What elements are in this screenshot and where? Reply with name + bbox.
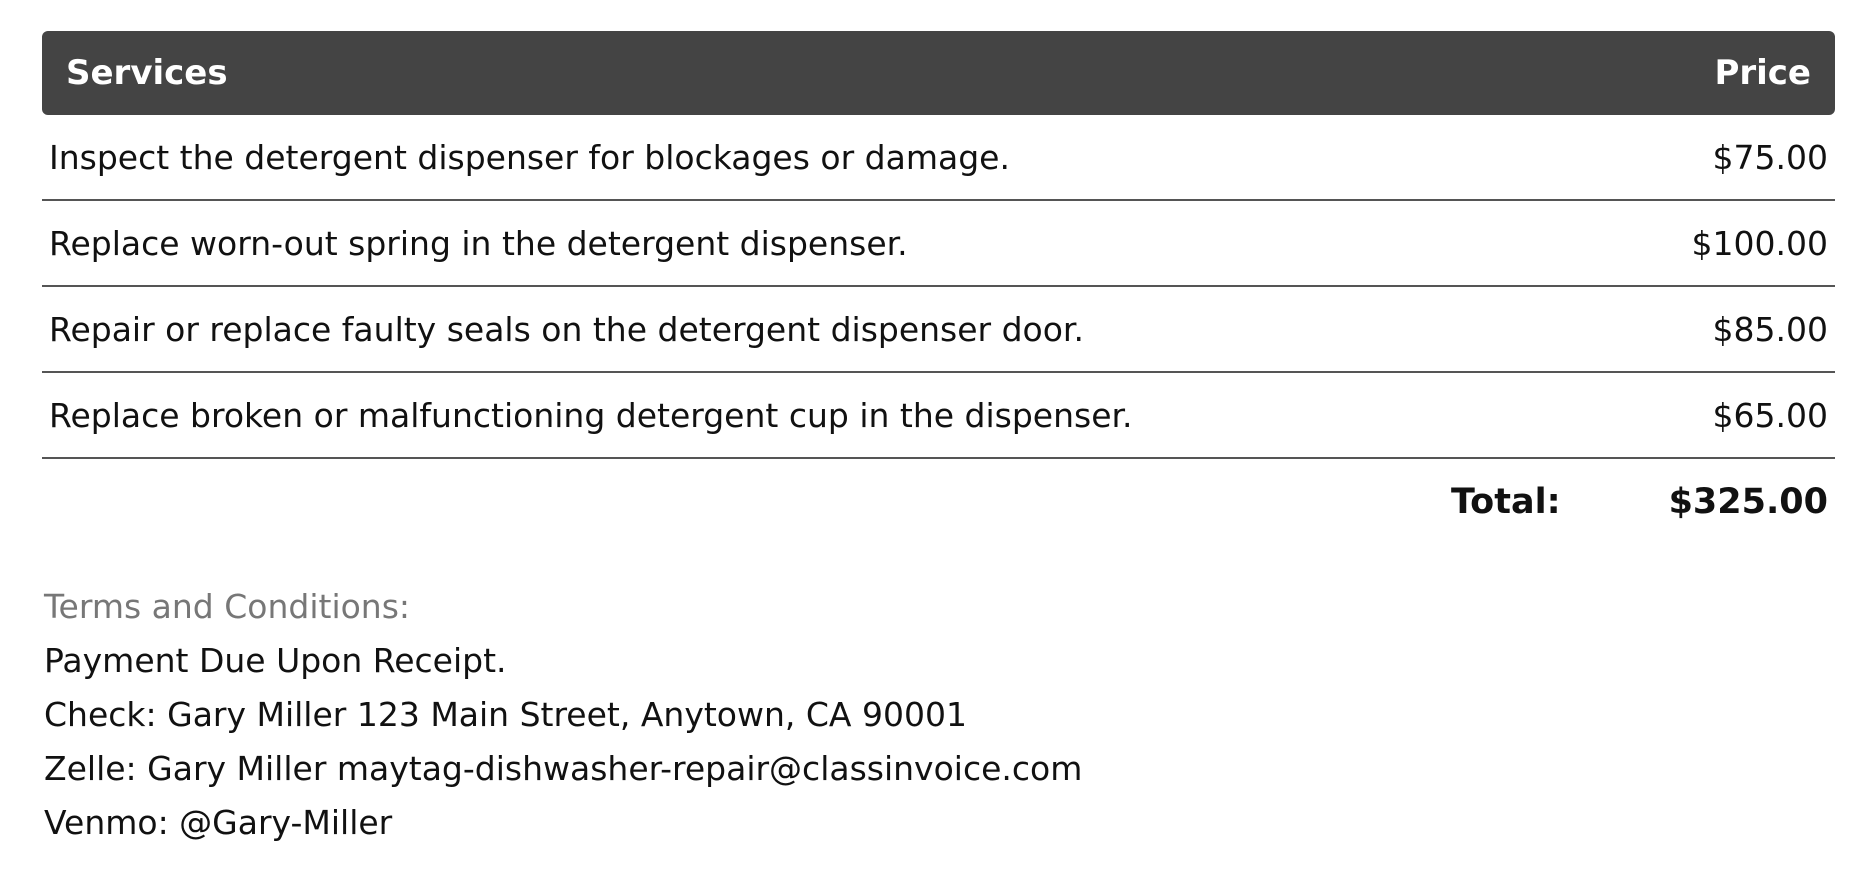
venmo-payment-line: Venmo: @Gary-Miller [44, 803, 393, 842]
services-column-header: Services [66, 53, 228, 93]
table-row [42, 287, 1835, 373]
service-description: Repair or replace faulty seals on the detergent dispenser door. [49, 309, 1084, 349]
terms-heading: Terms and Conditions: [44, 587, 411, 626]
service-description: Replace worn-out spring in the detergent dispenser. [49, 223, 908, 263]
services-table [42, 31, 1835, 545]
total-row [42, 459, 1835, 545]
total-value: $325.00 [1668, 482, 1828, 522]
service-description: Replace broken or malfunctioning detergent cup in the dispenser. [49, 395, 1133, 435]
table-row [42, 115, 1835, 201]
service-price: $85.00 [1712, 309, 1828, 349]
service-description: Inspect the detergent dispenser for blockages or damage. [49, 137, 1010, 177]
table-header [42, 31, 1835, 115]
price-column-header: Price [1714, 53, 1811, 93]
total-label: Total: [1450, 482, 1561, 522]
zelle-payment-line: Zelle: Gary Miller maytag-dishwasher-repair@classinvoice.com [44, 749, 1083, 788]
table-row [42, 373, 1835, 459]
check-payment-line: Check: Gary Miller 123 Main Street, Anytown, CA 90001 [44, 695, 967, 734]
service-price: $100.00 [1691, 223, 1828, 263]
service-price: $75.00 [1712, 137, 1828, 177]
payment-due-line: Payment Due Upon Receipt. [44, 641, 507, 680]
table-row [42, 201, 1835, 287]
service-price: $65.00 [1712, 395, 1828, 435]
terms-section [44, 580, 1082, 850]
